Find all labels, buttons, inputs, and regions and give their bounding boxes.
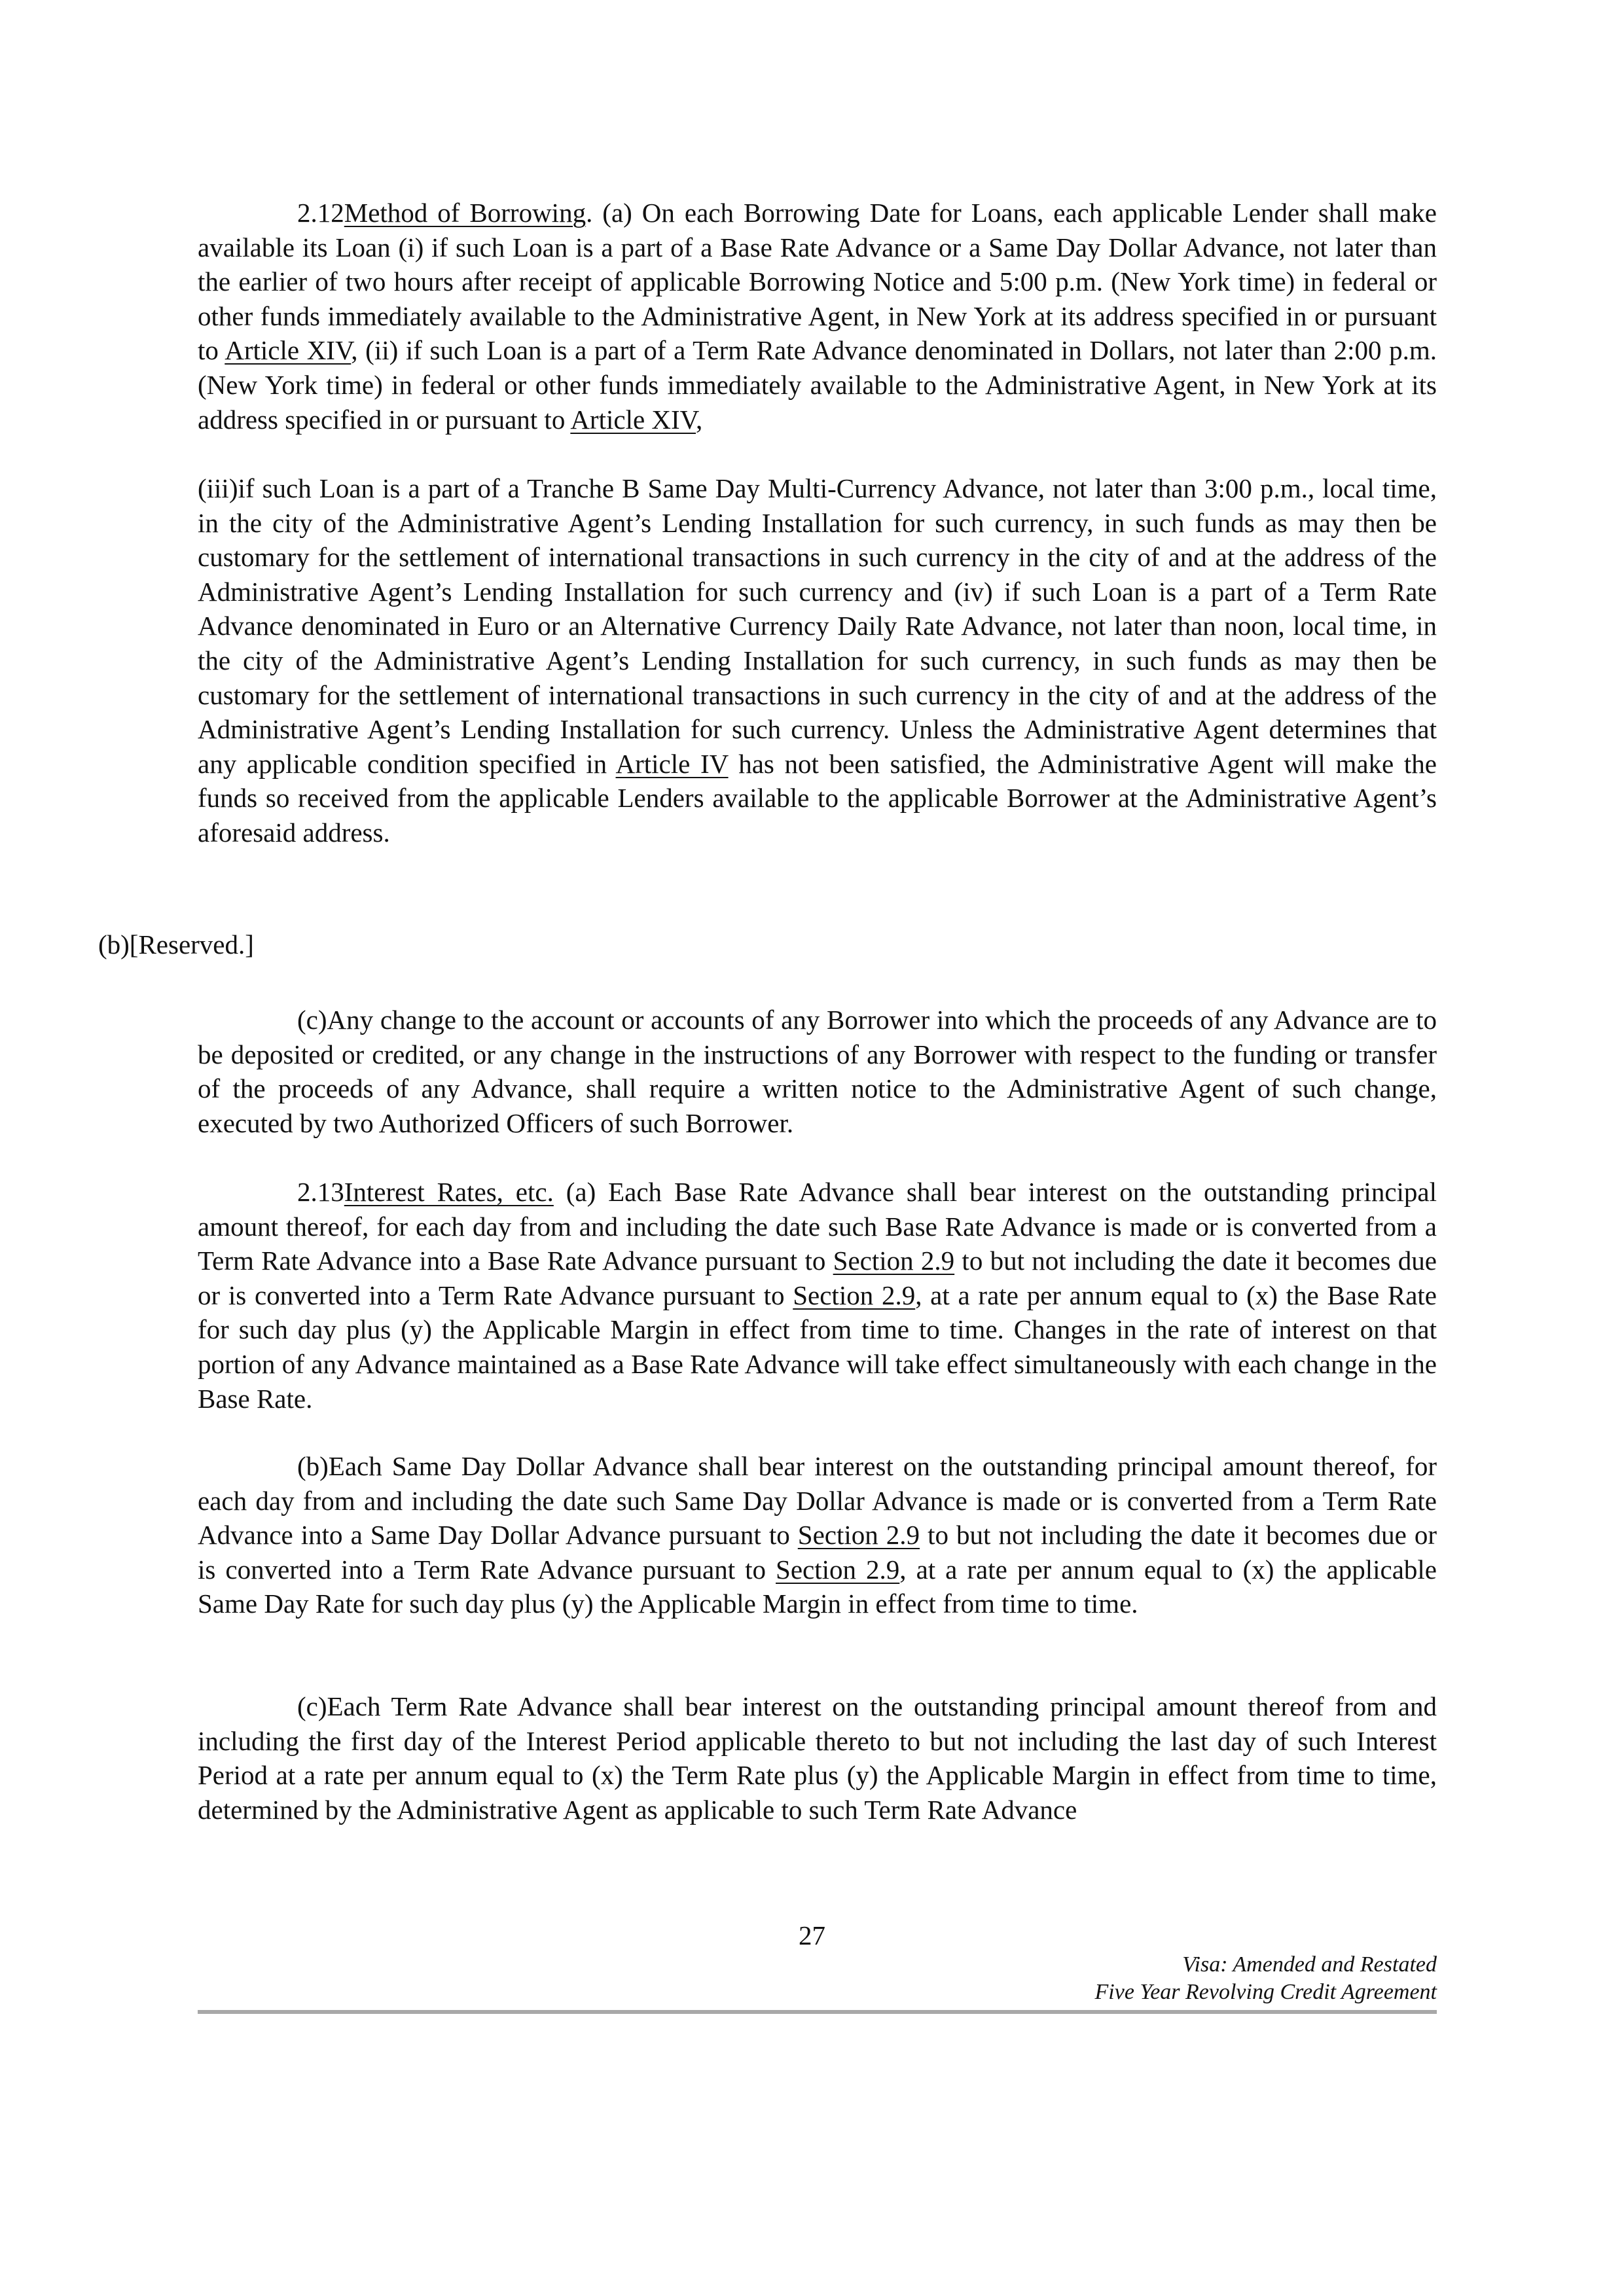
text-run: (b)Each Same Day Dollar Advance shall bear interest on the outstanding principal amount thereof, for each day from and including the date such Same Day Dollar Advance is made or is converted from a Term Rate Advance into a Same Day Dollar Advance pursuant to bbox=[198, 1451, 1437, 1551]
section-heading: Method of Borrowing bbox=[344, 198, 586, 228]
text-run: , bbox=[696, 404, 703, 435]
reserved-paragraph: (b)[Reserved.] bbox=[98, 929, 254, 960]
section-2-12-continuation bbox=[198, 471, 1437, 850]
text-run: has not been satisfied, the Administrative Agent will make the funds so received from the applicable Lenders available to the applicable Borrower at the Administrative Agent’s aforesaid address. bbox=[198, 748, 1437, 848]
cross-reference: Article XIV bbox=[570, 404, 696, 435]
section-2-13-paragraph bbox=[198, 1175, 1437, 1416]
section-heading: Interest Rates, etc. bbox=[344, 1177, 554, 1207]
cross-reference: Section 2.9 bbox=[793, 1280, 916, 1310]
footer-divider bbox=[198, 2010, 1437, 2014]
cross-reference: Section 2.9 bbox=[776, 1554, 900, 1585]
cross-reference: Article IV bbox=[615, 748, 729, 779]
page-number: 27 bbox=[799, 1920, 825, 1950]
footer-document-title bbox=[1095, 1951, 1437, 2006]
paragraph-2-13-c: (c)Each Term Rate Advance shall bear interest on the outstanding principal amount thereof from and including the first day of the Interest Period applicable thereto to but not including the last day of such Interest Period at a rate per annum equal to (x) the Term Rate plus (y) the Applicable Margin in effect from time to time, determined by the Administrative Agent as applicable to such Term Rate Advance bbox=[198, 1691, 1437, 1825]
cross-reference: Section 2.9 bbox=[797, 1520, 920, 1551]
section-2-12-paragraph bbox=[198, 196, 1437, 437]
text-run: (a) Each Base Rate Advance shall bear interest on the outstanding principal amount thereof, for each day from and including the date such Base Rate Advance is made or is converted from a Term Rate Advance into a Base Rate Advance pursuant to bbox=[198, 1177, 1437, 1276]
text-run: to but not including the date it becomes due or is converted into a Term Rate Advance pursuant to bbox=[198, 1246, 1437, 1310]
text-run: , (ii) if such Loan is a part of a Term Rate Advance denominated in Dollars, not later than 2:00 p.m. (New York time) in federal or other funds immediately available to the Administrative Agent, in New York at its address specified in or pursuant to bbox=[198, 335, 1437, 435]
section-number: 2.13 bbox=[297, 1177, 344, 1207]
paragraph-2-13-b bbox=[198, 1449, 1437, 1621]
cross-reference: Section 2.9 bbox=[833, 1246, 955, 1276]
paragraph-c-account-change: (c)Any change to the account or accounts of any Borrower into which the proceeds of any Advance are to be deposited or credited, or any change in the instructions of any Borrower with respect to the funding or transfer of the proceeds of any Advance, shall require a written notice to the Administrative Agent of such change, executed by two Authorized Officers of such Borrower. bbox=[198, 1005, 1437, 1138]
text-run: to but not including the date it becomes due or is converted into a Term Rate Advance pursuant to bbox=[198, 1520, 1437, 1585]
footer-line-2: Five Year Revolving Credit Agreement bbox=[1094, 1980, 1437, 2004]
text-run: . (a) On each Borrowing Date for Loans, each applicable Lender shall make available its Loan (i) if such Loan is a part of a Base Rate Advance or a Same Day Dollar Advance, not later than the earlier of two hours after receipt of applicable Borrowing Notice and 5:00 p.m. (New York time) in federal or other funds immediately available to the Administrative Agent, in New York at its address specified in or pursuant to bbox=[198, 198, 1437, 366]
cross-reference: Article XIV bbox=[225, 335, 352, 366]
text-run: , at a rate per annum equal to (x) the applicable Same Day Rate for such day plus (y) the Applicable Margin in effect from time to time. bbox=[198, 1554, 1437, 1619]
footer-line-1: Visa: Amended and Restated bbox=[1182, 1952, 1437, 1977]
section-number: 2.12 bbox=[297, 198, 344, 228]
text-run: (iii)if such Loan is a part of a Tranche B Same Day Multi-Currency Advance, not later than 3:00 p.m., local time, in the city of the Administrative Agent’s Lending Installation for such currency, in such funds as may then be customary for the settlement of international transactions in such currency in the city of and at the address of the Administrative Agent’s Lending Installation for such currency and (iv) if such Loan is a part of a Term Rate Advance denominated in Euro or an Alternative Currency Daily Rate Advance, not later than noon, local time, in the city of the Administrative Agent’s Lending Installation for such currency, in such funds as may then be customary for the settlement of international transactions in such currency in the city of and at the address of the Administrative Agent’s Lending Installation for such currency. Unless the Administrative Agent determines that any applicable condition specified in bbox=[198, 473, 1437, 779]
text-run: , at a rate per annum equal to (x) the Base Rate for such day plus (y) the Applicable Margin in effect from time to time. Changes in the rate of interest on that portion of any Advance maintained as a Base Rate Advance will take effect simultaneously with each change in the Base Rate. bbox=[198, 1280, 1437, 1414]
